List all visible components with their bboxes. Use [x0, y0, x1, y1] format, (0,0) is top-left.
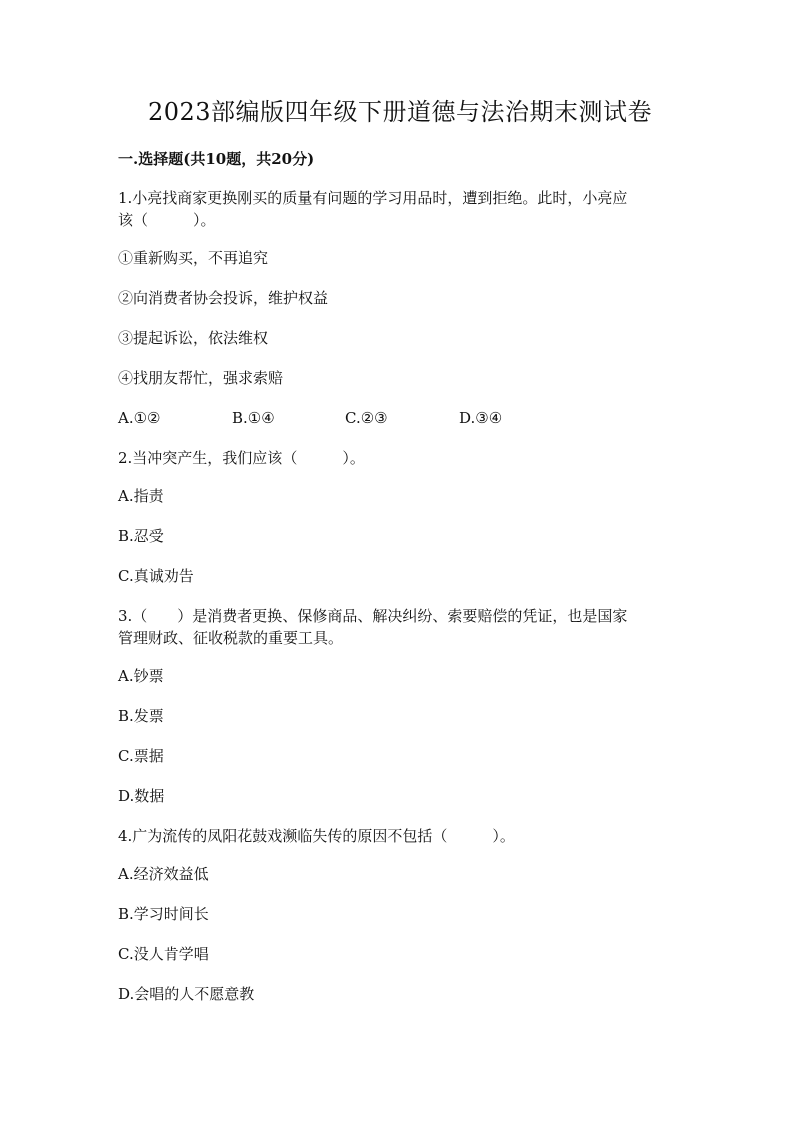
- question-1-option-a: A.①②: [118, 409, 161, 427]
- question-2-option-b: B.忍受: [118, 527, 164, 545]
- question-4-option-a: A.经济效益低: [118, 865, 209, 883]
- page-title: 2023部编版四年级下册道德与法治期末测试卷: [147, 98, 653, 126]
- question-1-stem-line-2: 该（ ）。: [118, 211, 216, 229]
- question-1-option-c: C.②③: [345, 409, 388, 427]
- question-4-stem: 4.广为流传的凤阳花鼓戏濒临失传的原因不包括（ ）。: [118, 827, 515, 845]
- question-4-option-c: C.没人肯学唱: [118, 945, 209, 963]
- question-1-option-d: D.③④: [459, 409, 503, 427]
- question-1-item-2: ②向消费者协会投诉，维护权益: [118, 289, 329, 307]
- question-4-option-d: D.会唱的人不愿意教: [118, 985, 255, 1003]
- question-2-stem: 2.当冲突产生，我们应该（ ）。: [118, 449, 365, 467]
- question-1-option-b: B.①④: [232, 409, 275, 427]
- question-3-option-c: C.票据: [118, 747, 164, 765]
- question-3-option-b: B.发票: [118, 707, 164, 725]
- question-1-item-3: ③提起诉讼，依法维权: [118, 329, 269, 347]
- question-3-stem-line-1: 3.（ ）是消费者更换、保修商品、解决纠纷、索要赔偿的凭证，也是国家: [118, 607, 628, 625]
- section-heading: 一.选择题(共10题，共20分): [118, 150, 315, 168]
- question-3-option-d: D.数据: [118, 787, 165, 805]
- question-1-stem-line-1: 1.小亮找商家更换刚买的质量有问题的学习用品时，遭到拒绝。此时，小亮应: [118, 189, 628, 207]
- question-2-option-c: C.真诚劝告: [118, 567, 194, 585]
- question-3-option-a: A.钞票: [118, 667, 164, 685]
- question-1-item-1: ①重新购买，不再追究: [118, 249, 269, 267]
- question-4-option-b: B.学习时间长: [118, 905, 209, 923]
- question-1-item-4: ④找朋友帮忙，强求索赔: [118, 369, 284, 387]
- question-3-stem-line-2: 管理财政、征收税款的重要工具。: [118, 629, 344, 647]
- question-2-option-a: A.指责: [118, 487, 164, 505]
- question-1-options: [118, 406, 688, 430]
